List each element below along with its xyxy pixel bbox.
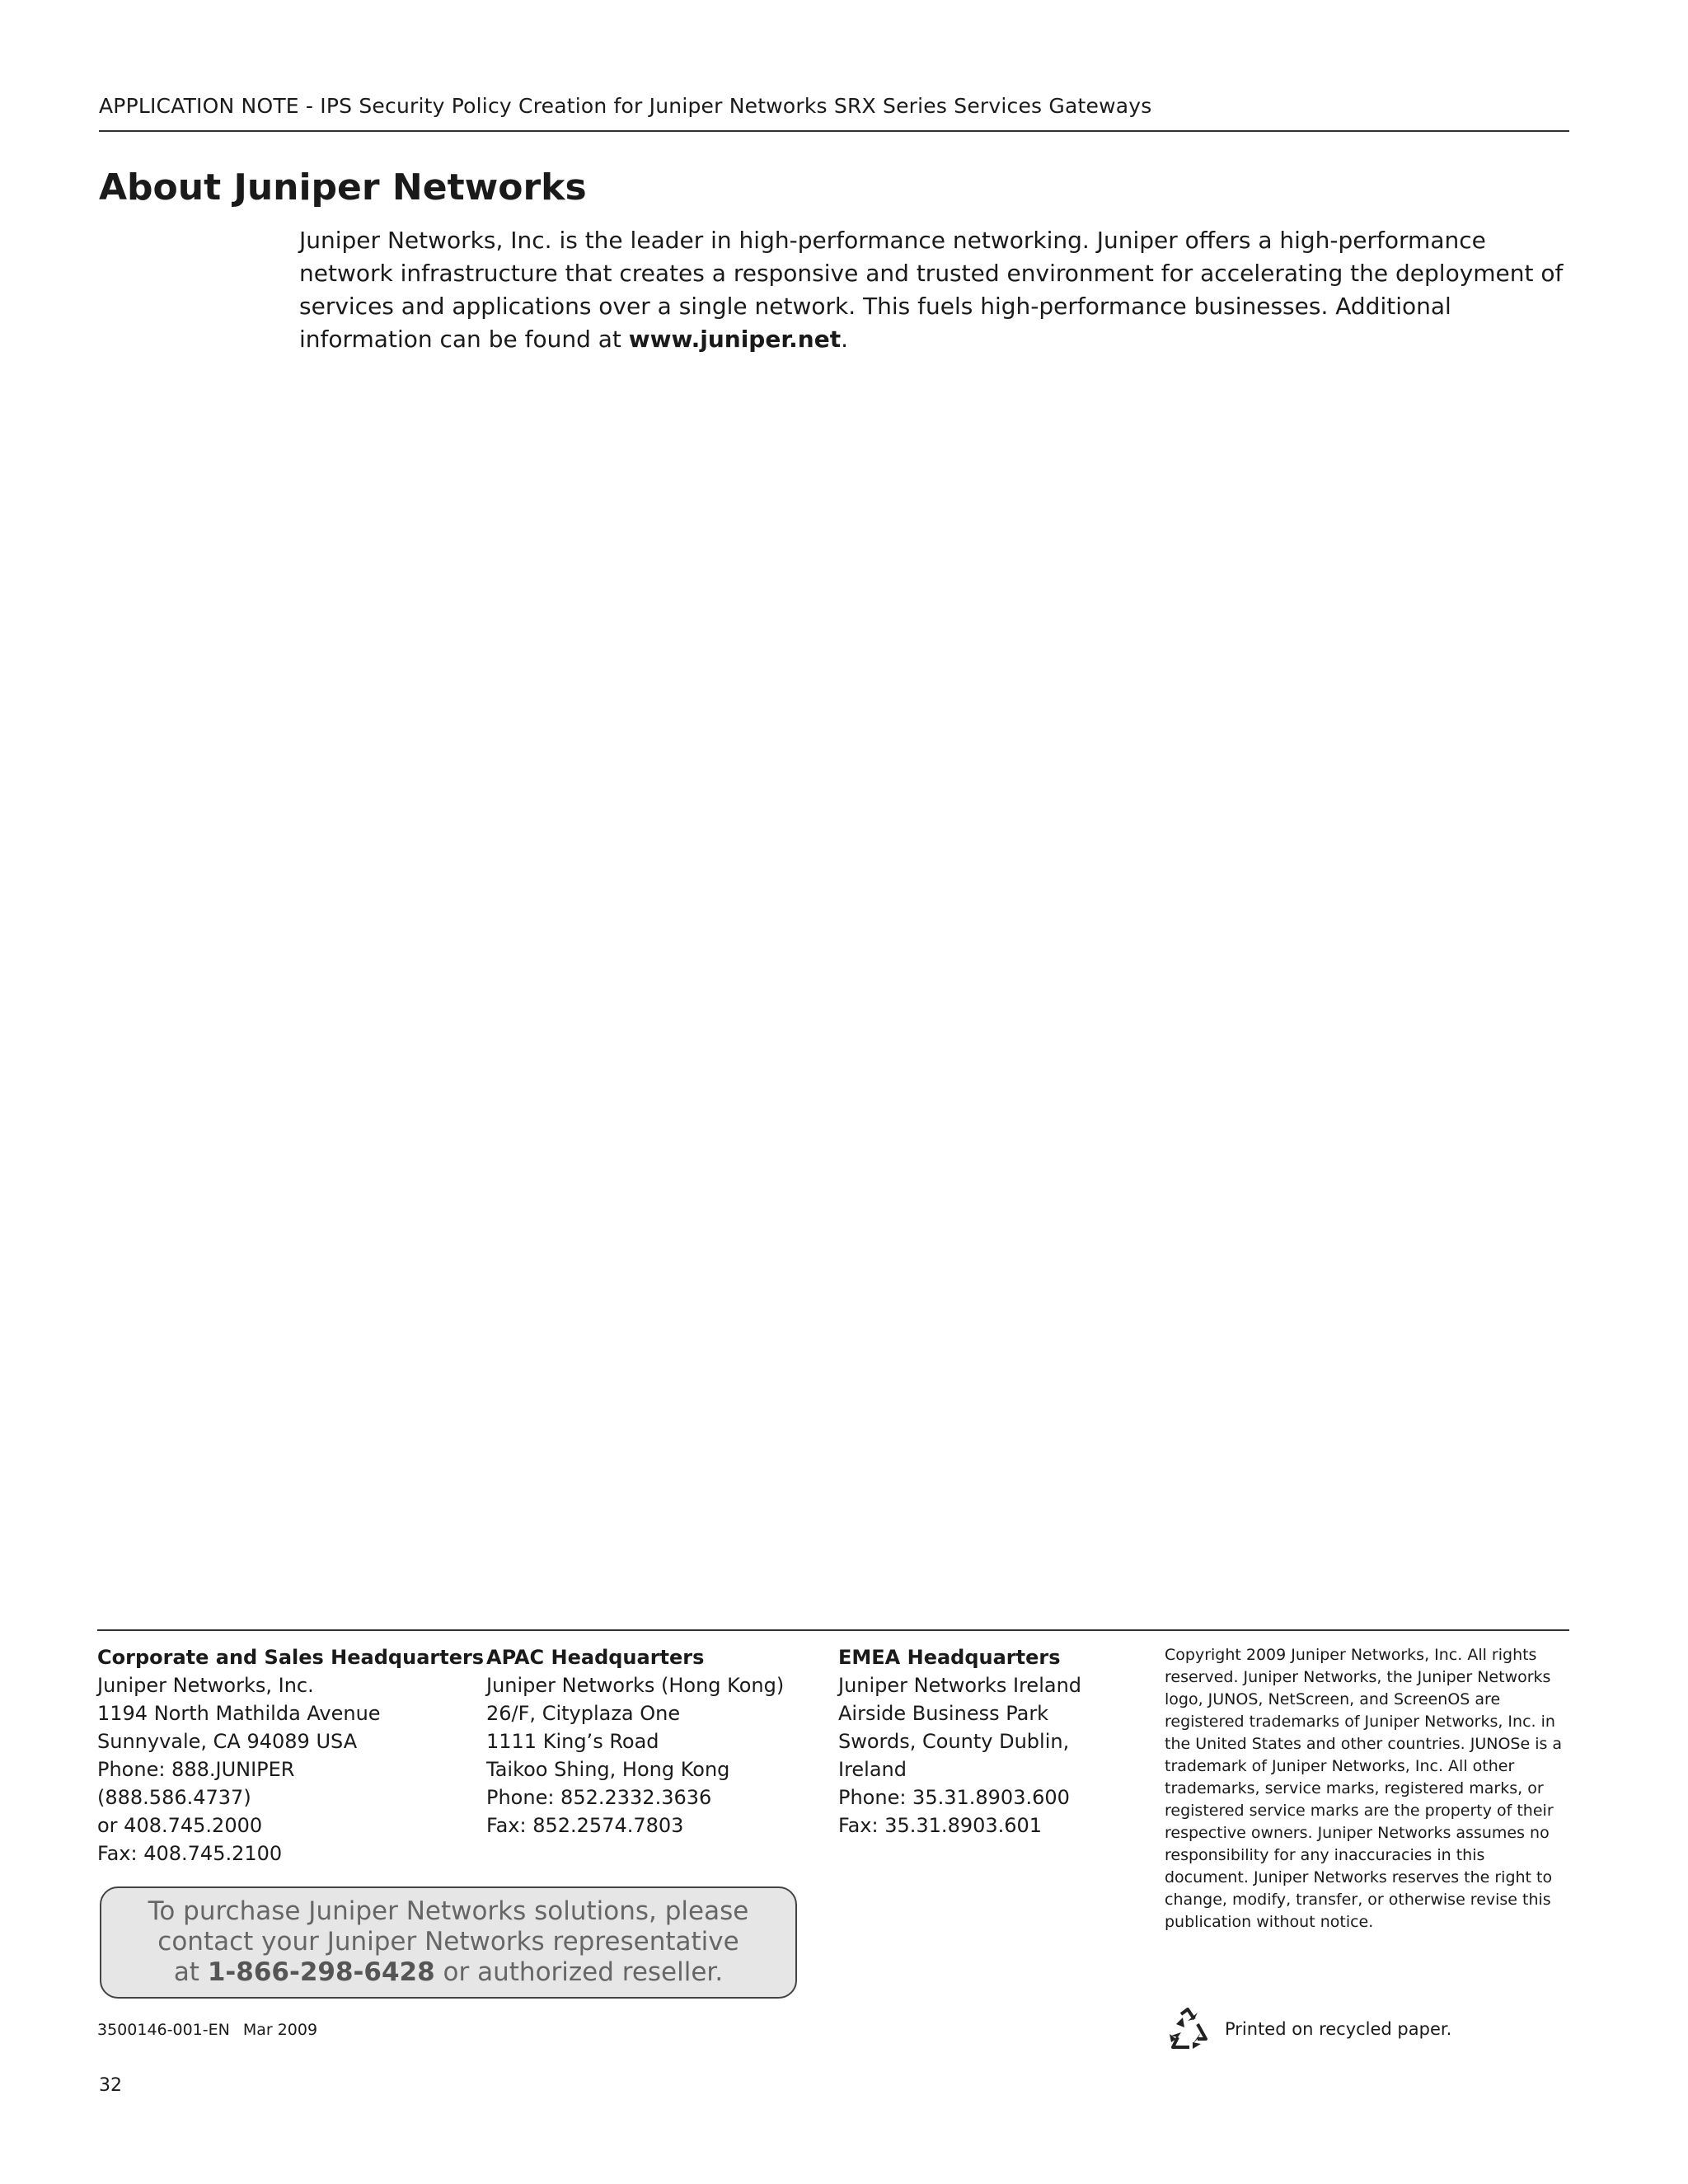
apac-hq-block xyxy=(486,1643,784,1840)
corporate-hq-line: or 408.745.2000 xyxy=(97,1814,263,1837)
apac-hq-line: Fax: 852.2574.7803 xyxy=(486,1814,684,1837)
emea-hq-line: Ireland xyxy=(838,1758,907,1781)
purchase-line-3 xyxy=(101,1957,795,1988)
juniper-website-link[interactable]: www.juniper.net xyxy=(628,326,842,353)
intro-paragraph xyxy=(299,224,1568,356)
recycled-paper-note: Printed on recycled paper. xyxy=(1225,2019,1452,2039)
corporate-hq-line: Juniper Networks, Inc. xyxy=(97,1674,314,1697)
document-id xyxy=(97,2021,317,2039)
apac-hq-line: Phone: 852.2332.3636 xyxy=(486,1786,712,1809)
header-divider xyxy=(99,130,1569,132)
page-number: 32 xyxy=(99,2075,122,2096)
corporate-hq-line: (888.586.4737) xyxy=(97,1786,251,1809)
apac-hq-line: Juniper Networks (Hong Kong) xyxy=(486,1674,785,1697)
corporate-hq-line: 1194 North Mathilda Avenue xyxy=(97,1702,381,1725)
apac-hq-line: Taikoo Shing, Hong Kong xyxy=(486,1758,730,1781)
apac-hq-line: 26/F, Cityplaza One xyxy=(486,1702,681,1725)
intro-trailing: . xyxy=(841,326,849,353)
corporate-hq-line: Sunnyvale, CA 94089 USA xyxy=(97,1730,358,1753)
purchase-line-3-suffix: or authorized reseller. xyxy=(434,1957,724,1987)
corporate-hq-block xyxy=(97,1643,484,1868)
apac-hq-title: APAC Headquarters xyxy=(486,1646,705,1669)
document-date: Mar 2009 xyxy=(242,2021,318,2039)
purchase-line-1: To purchase Juniper Networks solutions, please xyxy=(148,1896,749,1926)
section-title: About Juniper Networks xyxy=(99,166,587,209)
emea-hq-line: Fax: 35.31.8903.601 xyxy=(838,1814,1043,1837)
emea-hq-title: EMEA Headquarters xyxy=(838,1646,1061,1669)
corporate-hq-line: Fax: 408.745.2100 xyxy=(97,1842,283,1865)
footer-divider xyxy=(97,1629,1569,1631)
emea-hq-line: Juniper Networks Ireland xyxy=(838,1674,1082,1697)
emea-hq-line: Swords, County Dublin, xyxy=(838,1730,1070,1753)
page-header-title: APPLICATION NOTE - IPS Security Policy Creation for Juniper Networks SRX Series Services Gateways xyxy=(99,94,1152,118)
document-number: 3500146-001-EN xyxy=(97,2021,230,2039)
corporate-hq-title: Corporate and Sales Headquarters xyxy=(97,1646,485,1669)
emea-hq-block xyxy=(838,1643,1081,1840)
apac-hq-line: 1111 King’s Road xyxy=(486,1730,659,1753)
recycle-icon xyxy=(1165,2006,1211,2052)
purchase-line-3-prefix: at xyxy=(173,1957,208,1987)
sales-phone-number: 1-866-298-6428 xyxy=(207,1957,435,1987)
intro-body: Juniper Networks, Inc. is the leader in high-performance networking. Juniper offers a high-performance network infrastructure that creates a responsive and trusted environment for accelerating the deployment of services and applications over a single network. This fuels high-performance businesses. Additional information can be found at xyxy=(299,227,1564,353)
purchase-callout xyxy=(100,1886,797,1999)
purchase-line-2: contact your Juniper Networks representative xyxy=(157,1927,739,1957)
emea-hq-line: Phone: 35.31.8903.600 xyxy=(838,1786,1070,1809)
copyright-notice: Copyright 2009 Juniper Networks, Inc. All rights reserved. Juniper Networks, the Juniper Networks logo, JUNOS, NetScreen, and ScreenOS are registered trademarks of Juniper Networks, Inc. in the United States and other countries. JUNOSe is a trademark of Juniper Networks, Inc. All other trademarks, service marks, registered marks, or registered service marks are the property of their respective owners. Juniper Networks assumes no responsibility for any inaccuracies in this document. Juniper Networks reserves the right to change, modify, transfer, or otherwise revise this publication without notice. xyxy=(1165,1646,1563,1931)
corporate-hq-line: Phone: 888.JUNIPER xyxy=(97,1758,295,1781)
emea-hq-line: Airside Business Park xyxy=(838,1702,1049,1725)
